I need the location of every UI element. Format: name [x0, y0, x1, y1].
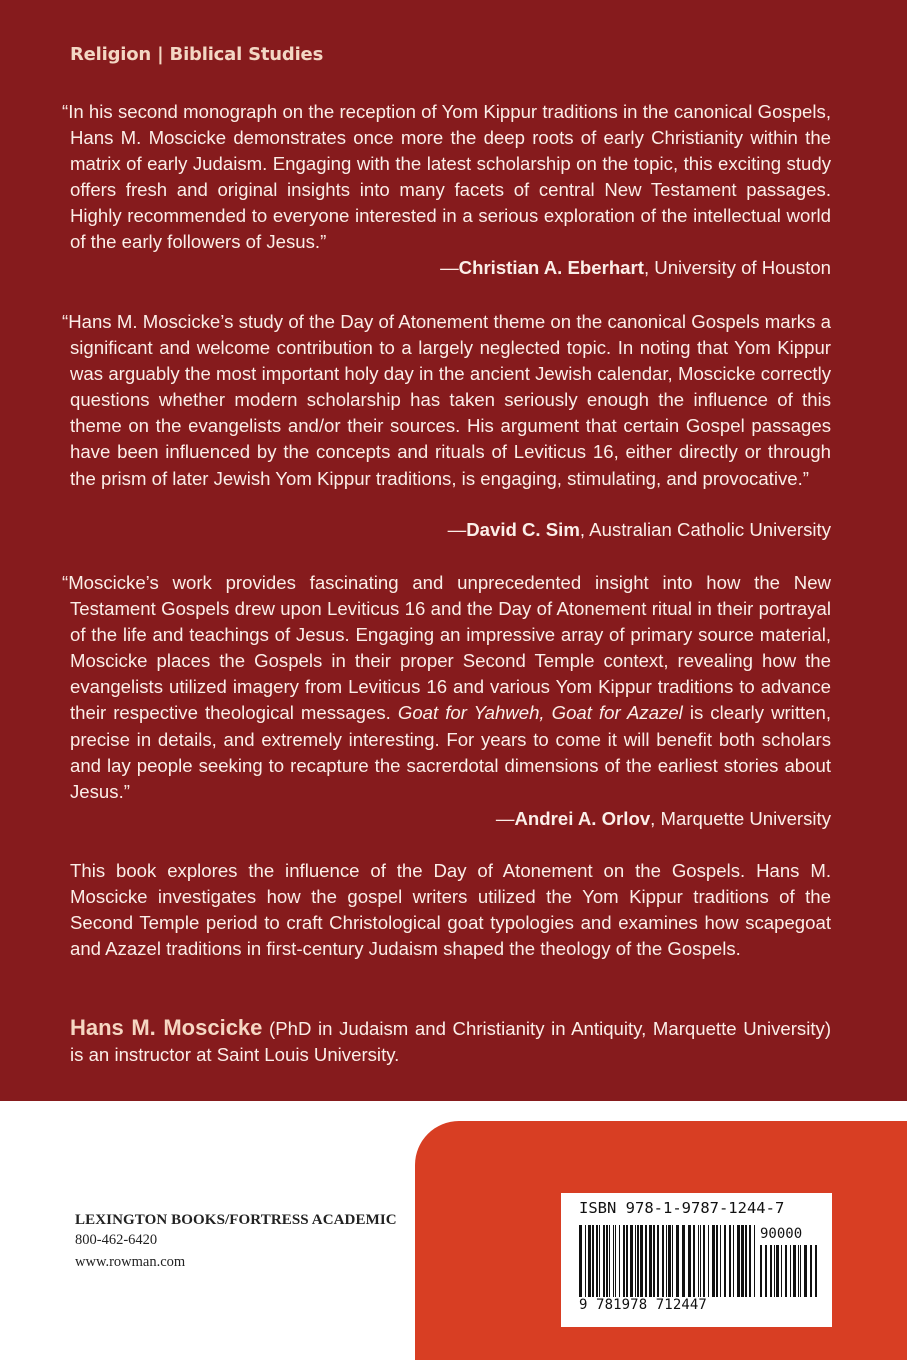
dash: —: [495, 808, 515, 829]
barcode-bar: [623, 1225, 625, 1297]
barcode-bar: [603, 1225, 605, 1297]
book-title: Goat for Yahweh, Goat for Azazel: [397, 702, 683, 724]
publisher-phone: 800-462-6420: [75, 1232, 158, 1248]
barcode-bar: [668, 1225, 671, 1297]
barcode-bar: [592, 1225, 594, 1297]
barcode-bar: [785, 1245, 787, 1297]
isbn-barcode: [561, 1193, 832, 1327]
barcode-bar: [657, 1225, 659, 1297]
barcode-bar: [720, 1225, 721, 1297]
barcode-bar: [666, 1225, 667, 1297]
barcode-bar: [741, 1225, 744, 1297]
endorser-name: Andrei A. Orlov: [514, 808, 651, 829]
isbn-label: ISBN 978-1-9787-1244-7: [579, 1199, 785, 1217]
barcode-bar: [637, 1225, 639, 1297]
endorser-affiliation: , University of Houston: [643, 257, 831, 278]
barcode-bar: [609, 1225, 610, 1297]
barcode-bar: [815, 1245, 817, 1297]
barcode-bar: [776, 1245, 779, 1297]
barcode-bar: [596, 1225, 598, 1297]
endorsement-2: “Hans M. Moscicke’s study of the Day of Atonement theme on the canonical Gospels marks a significant and welcome contribution to a largely neglected topic. In noting that Yom Kippur was arguably the most important holy day in the ancient Jewish calendar, Moscicke correctly questions whether modern scholarship has taken seriously enough the influence of this theme on the evangelists and/or their sources. His argument that certain Gospel passages have been influenced by the concepts and rituals of Leviticus 16, either directly or through the prism of later Jewish Yom Kippur traditions, is engaging, stimulating, and provocative.”: [62, 311, 831, 489]
barcode-bar: [800, 1245, 801, 1297]
barcode-bar: [754, 1225, 755, 1297]
book-description: This book explores the influence of the Day of Atonement on the Gospels. Hans M. Moscicke investigates how the gospel writers utilized the Yom Kippur traditions of the Second Temple period to craft Christological goat typologies and examines how scapegoat and Azazel traditions in first-century Judaism shaped the theology of the Gospels.: [70, 860, 831, 960]
category-label: Religion | Biblical Studies: [70, 44, 324, 65]
barcode-bar: [737, 1225, 740, 1297]
barcode-bar: [662, 1225, 664, 1297]
endorsement-1-attribution: [440, 255, 831, 281]
barcode-bar: [745, 1225, 747, 1297]
barcode-bar: [585, 1225, 586, 1297]
author-bio: [70, 1015, 831, 1068]
dash: —: [447, 519, 467, 540]
barcode-bar: [810, 1245, 812, 1297]
barcode-bar: [672, 1225, 673, 1297]
barcode-bar: [579, 1225, 582, 1297]
ean-barcode-bars: [579, 1225, 757, 1297]
barcode-bar: [599, 1225, 600, 1297]
price-code: 90000: [760, 1226, 803, 1242]
barcode-bar: [653, 1225, 655, 1297]
endorser-affiliation: , Australian Catholic University: [579, 519, 831, 540]
barcode-bar: [770, 1245, 772, 1297]
barcode-bar: [712, 1225, 715, 1297]
publisher-name: LEXINGTON BOOKS/FORTRESS ACADEMIC: [75, 1212, 397, 1228]
publisher-info: [75, 1212, 397, 1273]
barcode-bar: [724, 1225, 726, 1297]
barcode-bar: [635, 1225, 636, 1297]
barcode-bar: [793, 1245, 796, 1297]
endorsement-3-text-b: is clearly written, precise in details, and extremely interesting. For years to come it will benefit both scholars and lay people seeking to recapture the sacrerdotal dimensions of the earliest stories about Jesus.”: [70, 702, 831, 802]
barcode-bar: [688, 1225, 691, 1297]
barcode-bar: [790, 1245, 791, 1297]
barcode-bar: [733, 1225, 734, 1297]
barcode-bar: [682, 1225, 685, 1297]
barcode-bar: [716, 1225, 718, 1297]
barcode-bar: [676, 1225, 679, 1297]
author-bio-text: (PhD in Judaism and Christianity in Antiquity, Marquette University) is an instructor at Saint Louis University.: [70, 1018, 832, 1066]
barcode-bar: [613, 1225, 614, 1297]
endorsement-3: [62, 570, 831, 805]
barcode-bar: [703, 1225, 705, 1297]
barcode-bar: [708, 1225, 709, 1297]
endorser-name: Christian A. Eberhart: [458, 257, 644, 278]
barcode-bar: [781, 1245, 782, 1297]
barcode-bar: [749, 1225, 751, 1297]
endorser-name: David C. Sim: [466, 519, 580, 540]
addon-barcode-bars: [760, 1245, 818, 1297]
barcode-bar: [729, 1225, 731, 1297]
endorsement-3-text-a: “Moscicke’s work provides fascinating and unprecedented insight into how the New Testament Gospels drew upon Leviticus 16 and the Day of Atonement ritual in their portrayal of the life and teachings of Jesus. Engaging an impressive array of primary source material, Moscicke places the Gospels in their proper Second Temple context, revealing how the evangelists utilized imagery from Leviticus 16 and various Yom Kippur traditions to advance their respective theological messages.: [62, 572, 831, 724]
barcode-bar: [626, 1225, 628, 1297]
barcode-bar: [645, 1225, 647, 1297]
barcode-bar: [630, 1225, 633, 1297]
author-name: Hans M. Moscicke: [70, 1015, 263, 1040]
barcode-bar: [588, 1225, 591, 1297]
barcode-bar: [765, 1245, 767, 1297]
endorsement-3-attribution: [496, 806, 831, 832]
endorsement-2-attribution: [448, 517, 831, 543]
barcode-bar: [640, 1225, 643, 1297]
barcode-bar: [606, 1225, 608, 1297]
barcode-bar: [760, 1245, 762, 1297]
barcode-digits: 9 781978 712447: [579, 1297, 707, 1313]
barcode-bar: [798, 1245, 799, 1297]
barcode-bar: [649, 1225, 652, 1297]
barcode-bar: [804, 1245, 807, 1297]
barcode-bar: [698, 1225, 699, 1297]
barcode-bar: [774, 1245, 775, 1297]
endorser-affiliation: , Marquette University: [650, 808, 831, 829]
publisher-website: www.rowman.com: [75, 1254, 186, 1270]
dash: —: [440, 257, 459, 278]
barcode-bar: [700, 1225, 701, 1297]
barcode-bar: [615, 1225, 616, 1297]
endorsement-1: “In his second monograph on the reception of Yom Kippur traditions in the canonical Gospels, Hans M. Moscicke demonstrates once more the deep roots of early Christianity within the matrix of early Judaism. Engaging with the latest scholarship on the topic, this exciting study offers fresh and original insights into many facets of central New Testament passages. Highly recommended to everyone interested in a serious exploration of the intellectual world of the early followers of Jesus.”: [62, 101, 831, 253]
barcode-bar: [619, 1225, 620, 1297]
barcode-bar: [693, 1225, 695, 1297]
